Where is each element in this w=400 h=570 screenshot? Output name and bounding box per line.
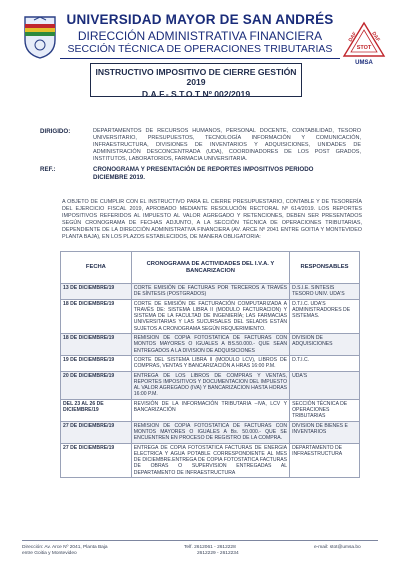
row-date: 19 DE DICIEMBRE/19	[61, 355, 132, 371]
schedule-table	[60, 251, 360, 478]
row-date: 13 DE DICIEMBRE/19	[61, 284, 132, 300]
row-date: 27 DE DICIEMBRE/19	[61, 421, 132, 443]
footer-phones	[184, 545, 239, 557]
header-divider	[60, 58, 340, 59]
header-responsables: RESPONSABLES	[290, 252, 360, 284]
logo-daf-left-text: DAF	[347, 31, 359, 44]
footer-divider	[22, 540, 378, 541]
row-activity: CORTE DE EMISIÓN DE FACTURACIÓN COMPUTARIZADA A TRAVÉS DE: SISTEMA LIBRA II (MODULO FACTURACION) Y SISTEMA DE LA FACULTAD DE INGENIERÍA; LAS FARMACIAS UNIVERSITARIAS Y LAS SUCURSALES DEL SELADIS ESTÁN SUJETOS A CRONOGRAMA SEGÚN REQUERIMIENTO.	[131, 299, 289, 333]
table-row	[61, 355, 360, 371]
footer-address-line2: entre Goitia y Montevideo	[22, 551, 77, 556]
row-activity: ENTREGA DE COPIA FOTOSTATICA FACTURAS DE ENERGIA ELECTRICA Y AGUA POTABLE CORRESPONDIENTE AL MES DE DICIEMBRE.ENTREGA DE COPIA FOTOSTATICA FACTURAS DE OBRAS O SUPERVISION ENTREGADAS AL DEPARTAMENTO DE INFRAESTRUCTURA	[131, 443, 289, 477]
row-responsible: DIVISION DE ADQUISICIONES	[290, 334, 360, 356]
header-cronograma: CRONOGRAMA DE ACTIVIDADES DEL I.V.A. Y BANCARIZACION	[131, 252, 289, 284]
row-responsible: UDA'S	[290, 371, 360, 399]
logo-stot-text: STOT	[356, 45, 372, 51]
university-seal-icon	[22, 14, 58, 58]
row-activity: REMISION DE COPIA FOTOSTATICA DE FACTURAS CON MONTOS MAYORES O IGUALES A BS.50.000.- QUE SEAN ENTREGADOS A LA DIVISION DE ADQUISICIONES	[131, 334, 289, 356]
row-activity: REVISIÓN DE LA INFORMACIÓN TRIBUTARIA –IVA, LCV Y BANCARIZACIÓN	[131, 399, 289, 421]
row-responsible: D.T.I.C. UDA'S ADMINISTRADORES DE SISTEMAS.	[290, 299, 360, 333]
table-row	[61, 371, 360, 399]
document-title-box	[90, 63, 302, 97]
dirigido-label: DIRIGIDO:	[40, 128, 71, 135]
row-activity: CORTE EMISIÓN DE FACTURAS POR TERCEROS A TRAVÉS DE SÍNTESIS (POSTGRADOS)	[131, 284, 289, 300]
table-row	[61, 299, 360, 333]
footer-phone-line1: Telf. 2612061 - 2612228	[184, 545, 236, 550]
row-responsible: D.S.I.E. SINTESIS TESORO UNIV. UDA'S	[290, 284, 360, 300]
row-date: 27 DE DICIEMBRE/19	[61, 443, 132, 477]
document-number: D.A.F.- S.T.O.T Nº 002/2019	[141, 89, 251, 99]
dirigido-text: DEPARTAMENTOS DE RECURSOS HUMANOS, PERSONAL DOCENTE, CONTABILIDAD, TESORO UNIVERSITARIO, PRESUPUESTOS, TECNOLOGÍA INFORMACIÓN Y COMUNICACIÓN, INFRAESTRUCTURA, DIVISIONES DE INVENTARIOS Y ADQUISICIONES, UNIDADES DE ADMINISTRACIÓN DESCONCENTRADA (UDA), COORDINADORES DE LOS POST GRADOS, INSTITUTOS, LABORATORIOS, FARMACIA UNIVERSITARIA.	[93, 128, 361, 163]
table-row	[61, 421, 360, 443]
logo-umsa-text: UMSA	[355, 60, 373, 66]
row-date: 18 DE DICIEMBRE/19	[61, 334, 132, 356]
row-responsible: DIVISION DE BIENES E INVENTARIOS	[290, 421, 360, 443]
table-row	[61, 399, 360, 421]
section-name: SECCIÓN TÉCNICA DE OPERACIONES TRIBUTARIAS	[67, 43, 333, 55]
row-activity: ENTREGA DE LOS LIBROS DE COMPRAS Y VENTAS, REPORTES IMPOSITIVOS Y DOCUMENTACION DEL IMPUESTO AL VALOR AGREGADO (IVA) Y BANCARIZACION HASTA HORAS 16:00 P.M.	[131, 371, 289, 399]
row-responsible: DEPARTAMENTO DE INFRAESTRUCTURA	[290, 443, 360, 477]
direction-name: DIRECCIÓN ADMINISTRATIVA FINANCIERA	[77, 29, 323, 43]
table-row	[61, 334, 360, 356]
document-title: INSTRUCTIVO IMPOSITIVO DE CIERRE GESTIÓN 2019	[95, 67, 297, 87]
row-responsible: SECCIÓN TÉCNICA DE OPERACIONES TRIBUTARIAS	[290, 399, 360, 421]
header-fecha: FECHA	[61, 252, 132, 284]
row-date: 20 DE DICIEMBRE/19	[61, 371, 132, 399]
footer-email[interactable]: e-mail: stot@umsa.bo	[314, 545, 361, 550]
row-date: 18 DE DICIEMBRE/19	[61, 299, 132, 333]
ref-label: REF.:	[40, 166, 56, 173]
table-row	[61, 284, 360, 300]
logo-daf-right-text: DAF	[370, 30, 381, 43]
row-date: DEL 23 AL 26 DE DICIEMBRE/19	[61, 399, 132, 421]
footer-phone-line2: 2612229 - 2612234	[197, 551, 239, 556]
row-activity: CORTE DEL SISTEMA LIBRA II (MODULO LCV), LIBROS DE COMPRAS, VENTAS Y BANCARIZACIÓN A HRAS 16:00 P.M.	[131, 355, 289, 371]
row-responsible: D.T.I.C.	[290, 355, 360, 371]
row-activity: REMISION DE COPIA FOTOSTATICA DE FACTURAS CON MONTOS MAYORES O IGUALES A Bs. 50.000.- QUE SE ENCUENTREN EN PROCESO DE REGISTRO DE LA COMPRA.	[131, 421, 289, 443]
table-header-row	[61, 252, 360, 284]
footer-address	[22, 545, 108, 557]
ref-text: CRONOGRAMA Y PRESENTACIÓN DE REPORTES IMPOSITIVOS PERIODO DICIEMBRE 2019.	[93, 166, 314, 181]
daf-stot-logo-icon	[342, 20, 386, 66]
footer-address-line1: Dirección: Av. Arce Nº 2041, Planta Baja	[22, 545, 108, 550]
table-row	[61, 443, 360, 477]
university-name: UNIVERSIDAD MAYOR DE SAN ANDRÉS	[66, 12, 334, 27]
body-paragraph: A OBJETO DE CUMPLIR CON EL INSTRUCTIVO PARA EL CIERRE PRESUPUESTARIO, CONTABLE Y DE TESORERÍA DEL EJERCICIO FISCAL 2019, APROBADO MEDIANTE RESOLUCIÓN RECTORAL Nº 614/2019. LOS REPORTES IMPOSITIVOS REFERIDOS AL IMPUESTO AL VALOR AGREGADO Y RETENCIONES, DEBEN SER PRESENTADOS SEGÚN CRONOGRAMA DE FECHAS ADJUNTO, A LA SECCIÓN TÉCNICA DE OPERACIONES TRIBUTARIAS, DEPENDIENTE DE LA DIRECCIÓN ADMINISTRATIVA FINANCIERA (AV. ARCE Nº 2041 ENTRE GOITIA Y MONTEVIDEO PLANTA BAJA), EN LOS PLAZOS ESTABLECIDOS, DE MANERA OBLIGATORIA:	[62, 199, 362, 240]
